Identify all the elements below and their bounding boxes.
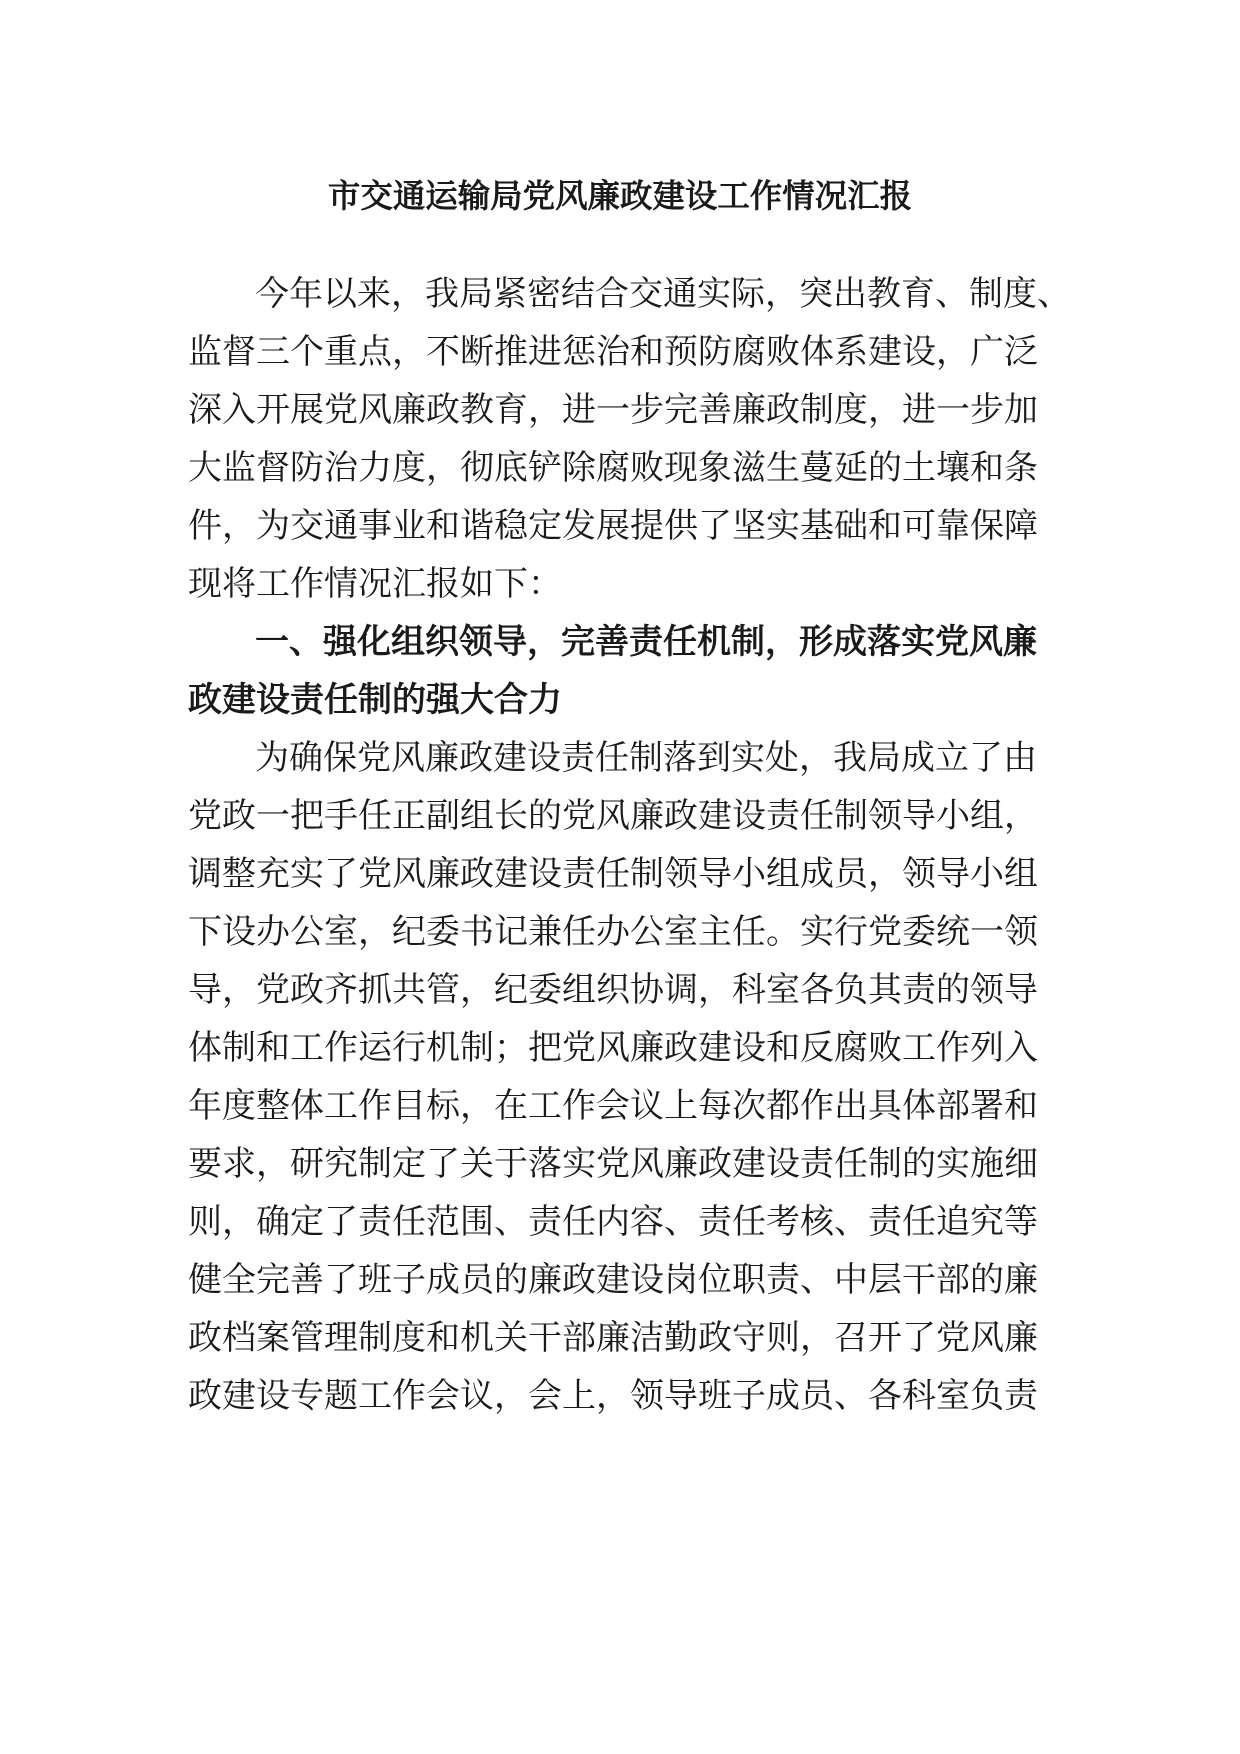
paragraph-line: 深入开展党风廉政教育，进一步完善廉政制度，进一步加 <box>188 390 1038 430</box>
paragraph-line: 则，确定了责任范围、责任内容、责任考核、责任追究等 <box>188 1202 1038 1242</box>
paragraph-line: 监督三个重点，不断推进惩治和预防腐败体系建设，广泛 <box>188 332 1038 372</box>
paragraph-line: 党政一把手任正副组长的党风廉政建设责任制领导小组， <box>188 796 1038 836</box>
paragraph-line: 现将工作情况汇报如下： <box>188 564 562 604</box>
paragraph-line: 调整充实了党风廉政建设责任制领导小组成员，领导小组 <box>188 854 1038 894</box>
paragraph-line: 为确保党风廉政建设责任制落到实处，我局成立了由 <box>255 738 1037 778</box>
section-heading-line: 一、强化组织领导，完善责任机制，形成落实党风廉 <box>255 622 1037 662</box>
paragraph-line: 下设办公室，纪委书记兼任办公室主任。实行党委统一领 <box>188 912 1038 952</box>
paragraph-line: 导，党政齐抓共管，纪委组织协调，科室各负其责的领导 <box>188 970 1038 1010</box>
paragraph-line: 要求，研究制定了关于落实党风廉政建设责任制的实施细 <box>188 1144 1038 1184</box>
paragraph-line: 政档案管理制度和机关干部廉洁勤政守则，召开了党风廉 <box>188 1318 1038 1358</box>
paragraph-line: 政建设专题工作会议，会上，领导班子成员、各科室负责 <box>188 1376 1038 1416</box>
paragraph-line: 今年以来，我局紧密结合交通实际，突出教育、制度、 <box>255 274 1071 314</box>
paragraph-line: 健全完善了班子成员的廉政建设岗位职责、中层干部的廉 <box>188 1260 1038 1300</box>
paragraph-line: 体制和工作运行机制；把党风廉政建设和反腐败工作列入 <box>188 1028 1038 1068</box>
paragraph-line: 年度整体工作目标，在工作会议上每次都作出具体部署和 <box>188 1086 1038 1126</box>
document-title: 市交通运输局党风廉政建设工作情况汇报 <box>327 177 913 215</box>
paragraph-line: 大监督防治力度，彻底铲除腐败现象滋生蔓延的土壤和条 <box>188 448 1038 488</box>
section-heading-line: 政建设责任制的强大合力 <box>188 680 562 720</box>
paragraph-line: 件，为交通事业和谐稳定发展提供了坚实基础和可靠保障 <box>188 506 1038 546</box>
